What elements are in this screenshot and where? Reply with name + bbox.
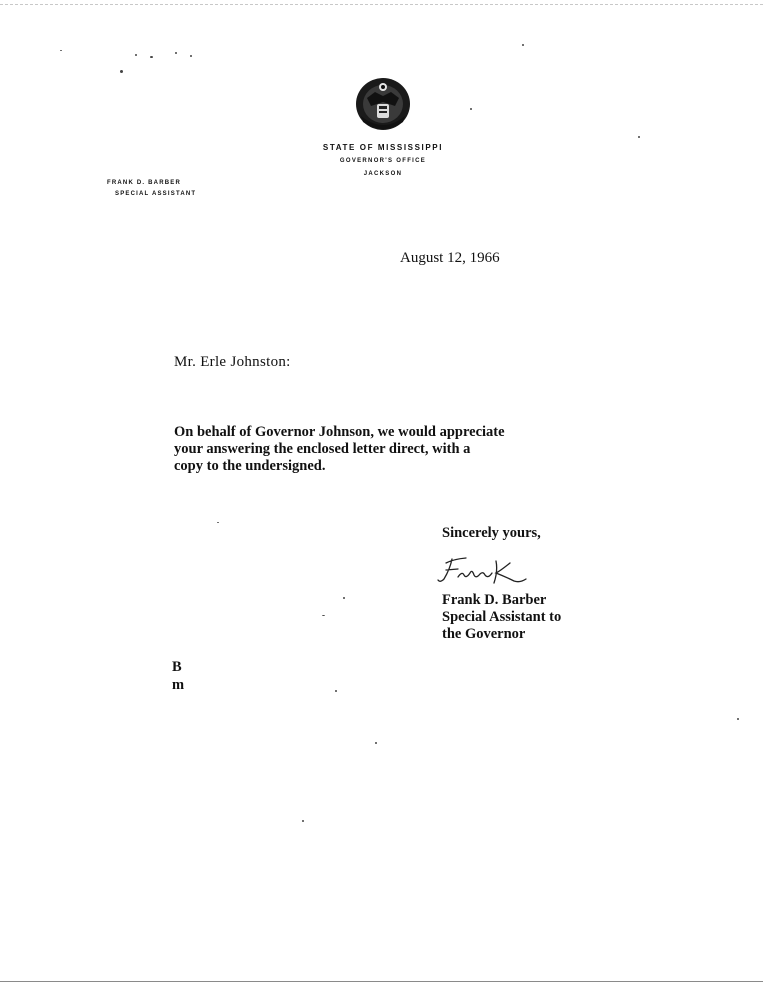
body-line: On behalf of Governor Johnson, we would appreciate xyxy=(174,424,505,440)
signer-name: Frank D. Barber xyxy=(442,592,547,608)
letter-body xyxy=(174,424,594,475)
scan-speck xyxy=(335,690,337,692)
handwritten-signature xyxy=(436,553,540,587)
scan-speck xyxy=(322,615,325,616)
scan-speck xyxy=(737,718,739,720)
scan-speck xyxy=(217,522,219,523)
letter-date: August 12, 1966 xyxy=(400,250,500,266)
typist-initials xyxy=(172,658,184,694)
letterhead-state: STATE OF MISSISSIPPI xyxy=(322,143,444,152)
scan-speck xyxy=(375,742,377,744)
scan-speck xyxy=(60,50,62,51)
bottom-scan-edge xyxy=(0,981,763,982)
scan-speck xyxy=(302,820,304,822)
scan-speck xyxy=(120,70,123,73)
scan-speck xyxy=(470,108,472,110)
top-scan-edge xyxy=(0,4,763,5)
sender-title: SPECIAL ASSISTANT xyxy=(115,191,197,197)
sender-name: FRANK D. BARBER xyxy=(107,180,181,186)
scan-speck xyxy=(638,136,640,138)
scan-speck xyxy=(190,55,192,57)
signer-title: Special Assistant to xyxy=(442,609,562,625)
initials-line: B xyxy=(172,659,182,675)
scan-speck xyxy=(522,44,524,46)
body-line: your answering the enclosed letter direct, with a xyxy=(174,441,471,457)
initials-line: m xyxy=(172,677,185,693)
letterhead-city: JACKSON xyxy=(363,171,403,177)
scan-speck xyxy=(175,52,177,54)
salutation: Mr. Erle Johnston: xyxy=(174,354,291,370)
closing: Sincerely yours, xyxy=(442,525,541,541)
state-seal-icon xyxy=(353,76,413,132)
scan-speck xyxy=(135,54,137,56)
signature-block xyxy=(442,592,561,643)
scan-speck xyxy=(343,597,345,599)
body-line: copy to the undersigned. xyxy=(174,458,326,474)
signer-title: the Governor xyxy=(442,626,526,642)
letterhead-office: GOVERNOR'S OFFICE xyxy=(339,158,427,164)
scan-speck xyxy=(150,56,153,58)
